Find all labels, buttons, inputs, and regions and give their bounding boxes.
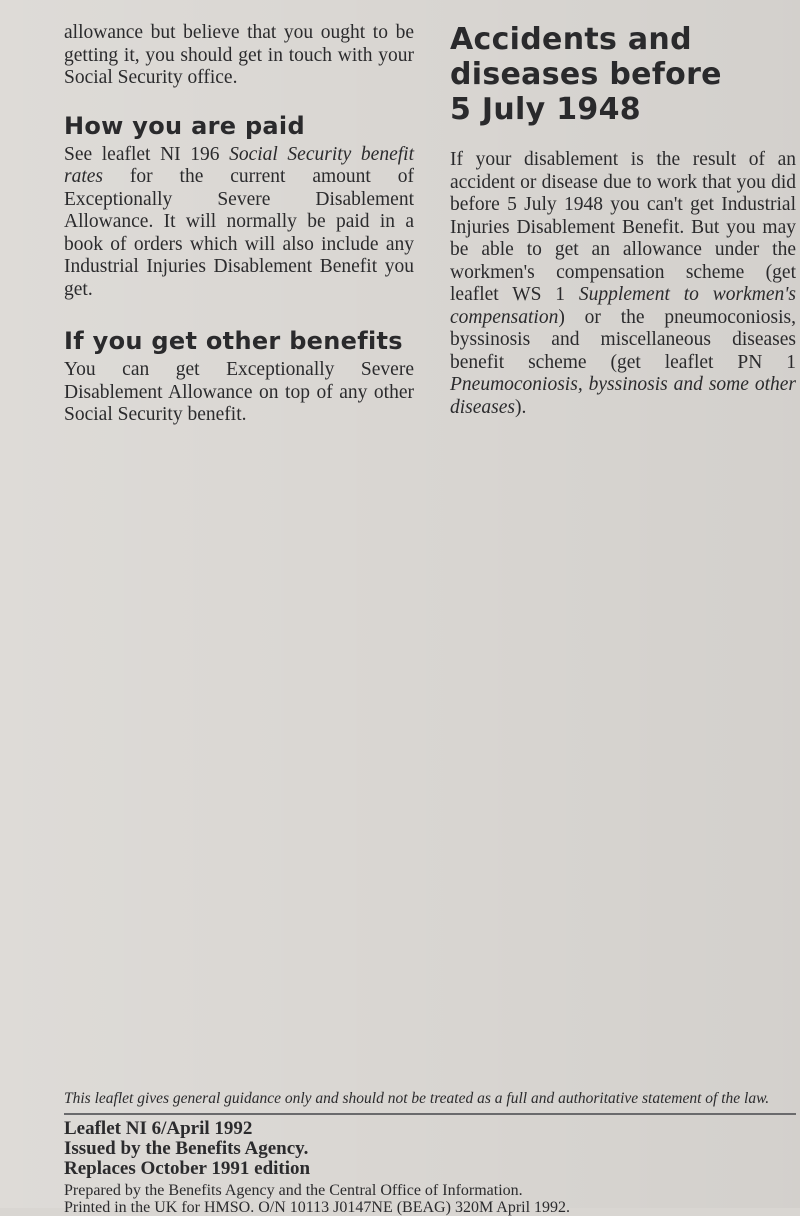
left-column [64,22,414,427]
benefit-rates-leaflet-title: Social Security benefit rates [64,143,414,187]
how-paid-paragraph [64,144,414,302]
ws1-leaflet-title: Supplement to workmen's compensation [450,284,796,328]
accidents-text-1: If your disablement is the result of an accident or disease due to work that you did before 5 July 1948 you can't get Industrial Injuries Disablement Benefit. But you may be able to get an allowance under the workmen's compensation scheme (get leaflet WS 1 [450,149,796,305]
publication-footer [64,1119,794,1216]
prepared-by: Prepared by the Benefits Agency and the Central Office of Information. [64,1182,523,1199]
how-paid-heading: How you are paid [64,111,305,140]
pn1-leaflet-title: Pneumoconiosis, byssinosis and some other diseases [450,374,796,418]
accidents-text-2: ) or the pneumoconiosis, byssinosis and miscellaneous diseases benefit scheme (get leaflet PN 1 [450,306,796,373]
issued-by: Issued by the Benefits Agency. [64,1138,309,1159]
legal-disclaimer: This leaflet gives general guidance only and should not be treated as a full and authoritative statement of the law. [64,1090,770,1107]
accidents-heading [450,22,796,127]
how-paid-text-1: See leaflet NI 196 [64,143,230,165]
intro-paragraph: allowance but believe that you ought to be getting it, you should get in touch with your Social Security office. [64,22,414,88]
accidents-text-3: ). [515,396,527,418]
other-benefits-heading: If you get other benefits [64,327,403,355]
other-benefits-paragraph: You can get Exceptionally Severe Disablement Allowance on top of any other Social Security benefit. [64,359,414,425]
printed-info: Printed in the UK for HMSO. O/N 10113 J0147NE (BEAG) 320M April 1992. [64,1199,571,1216]
accidents-heading-line-1: Accidents and [450,22,692,57]
how-paid-text-2: for the current amount of Exceptionally Severe Disablement Allowance. It will normally be paid in a book of orders which will also include any Industrial Injuries Disablement Benefit you get. [64,166,414,300]
accidents-heading-line-2: diseases before [450,57,722,92]
replaces-edition: Replaces October 1991 edition [64,1158,311,1179]
leaflet-id: Leaflet NI 6/April 1992 [64,1118,253,1139]
accidents-heading-line-3: 5 July 1948 [450,92,641,127]
accidents-paragraph [450,149,796,419]
footer-divider [64,1113,796,1115]
right-column [450,22,796,419]
